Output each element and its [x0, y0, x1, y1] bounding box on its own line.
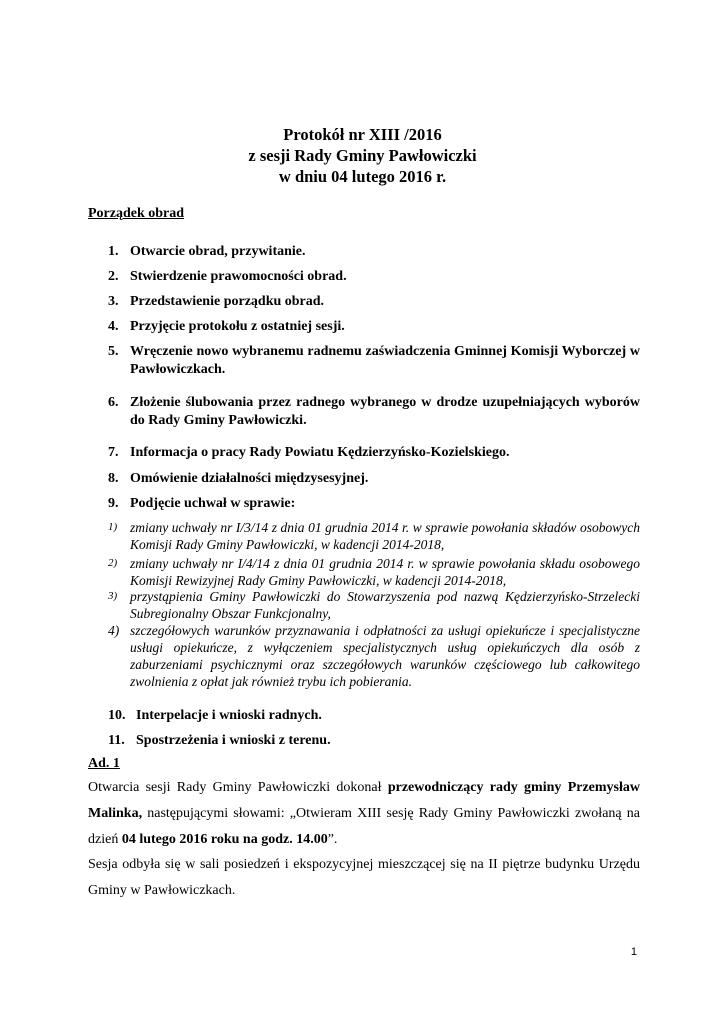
- agenda-item-number: 3.: [108, 294, 119, 309]
- agenda-item-number: 5.: [108, 344, 119, 359]
- agenda-item-number: 7.: [108, 445, 119, 460]
- ad1-paragraph-1: [88, 775, 640, 853]
- resolution-subitem: [108, 622, 640, 690]
- resolution-subitem: [108, 555, 640, 589]
- protocol-title: Protokół nr XIII /2016: [283, 125, 442, 144]
- agenda-item: [108, 444, 640, 462]
- agenda-item-number: 9.: [108, 496, 119, 511]
- agenda-item: [108, 318, 640, 336]
- agenda-item-number: 2.: [108, 269, 119, 284]
- agenda-item-text: Informacja o pracy Rady Powiatu Kędzierzyńsko-Kozielskiego.: [130, 445, 510, 460]
- agenda-heading: Porządek obrad: [88, 206, 185, 221]
- agenda-item: [108, 243, 640, 261]
- agenda-item-text: Interpelacje i wnioski radnych.: [136, 708, 322, 723]
- subitem-number: 4): [108, 623, 120, 638]
- subitem-number: 1): [108, 521, 118, 533]
- agenda-item-text: Przyjęcie protokołu z ostatniej sesji.: [130, 319, 345, 334]
- agenda-item: [108, 495, 640, 513]
- agenda-item-text: Złożenie ślubowania przez radnego wybranego w drodze uzupełniających wyborów do Rady Gminy Pawłowiczki.: [130, 395, 640, 428]
- subitem-text: przystąpienia Gminy Pawłowiczki do Stowarzyszenia pod nazwą Kędzierzyńsko-Strzelecki Subregionalny Obszar Funkcjonalny,: [130, 589, 640, 621]
- agenda-item: [108, 707, 640, 725]
- ad1-p1-chairman: przewodniczący rady gminy Przemysław Malinka,: [88, 780, 640, 821]
- subitem-text: zmiany uchwały nr I/3/14 z dnia 01 grudnia 2014 r. w sprawie powołania składów osobowych Komisji Rady Gminy Pawłowiczki, w kadencji 2014-2018,: [130, 520, 640, 552]
- agenda-item-text: Wręczenie nowo wybranemu radnemu zaświadczenia Gminnej Komisji Wyborczej w Pawłowiczkach.: [130, 344, 640, 377]
- subitem-text: szczegółowych warunków przyznawania i odpłatności za usługi opiekuńcze i specjalistyczne usługi opiekuńcze, z wyłączeniem specjalistycznych usług opiekuńczych dla osób z zaburzeniami psychicznymi oraz szczegółowych warunków częściowego lub całkowitego zwolnienia z opłat jak również trybu ich pobierania.: [130, 623, 640, 689]
- ad1-p1-part-c: następującymi słowami: „Otwieram XIII sesję Rady Gminy Pawłowiczki zwołaną na dzień: [88, 806, 640, 847]
- agenda-item-text: Omówienie działalności międzysesyjnej.: [130, 471, 369, 486]
- agenda-item-text: Stwierdzenie prawomocności obrad.: [130, 269, 347, 284]
- agenda-item-text: Otwarcie obrad, przywitanie.: [130, 244, 306, 259]
- agenda-item: [108, 268, 640, 286]
- agenda-item: [108, 470, 640, 488]
- agenda-item-number: 11.: [108, 733, 125, 748]
- agenda-item-number: 10.: [108, 708, 126, 723]
- agenda-item: [108, 394, 640, 430]
- session-date: w dniu 04 lutego 2016 r.: [278, 167, 447, 186]
- agenda-item: [108, 343, 640, 379]
- session-subtitle: z sesji Rady Gminy Pawłowiczki: [248, 146, 477, 165]
- agenda-item-number: 6.: [108, 395, 119, 410]
- ad1-p1-part-e: ”.: [327, 832, 338, 847]
- ad1-heading: Ad. 1: [88, 756, 120, 771]
- agenda-item: [108, 293, 640, 311]
- agenda-item-number: 8.: [108, 471, 119, 486]
- ad1-p1-date-time: 04 lutego 2016 roku na godz. 14.00: [121, 832, 328, 847]
- agenda-item-text: Podjęcie uchwał w sprawie:: [130, 496, 296, 511]
- agenda-item-text: Przedstawienie porządku obrad.: [130, 294, 325, 309]
- subitem-number: 3): [108, 590, 118, 602]
- agenda-item-number: 1.: [108, 244, 119, 259]
- subitem-text: zmiany uchwały nr I/4/14 z dnia 01 grudnia 2014 r. w sprawie powołania składu osobowego Komisji Rewizyjnej Rady Gminy Pawłowiczki, w kadencji 2014-2018,: [130, 556, 640, 588]
- ad1-p1-part-a: Otwarcia sesji Rady Gminy Pawłowiczki dokonał: [88, 780, 388, 795]
- agenda-item-text: Spostrzeżenia i wnioski z terenu.: [136, 733, 331, 748]
- agenda-item-number: 4.: [108, 319, 119, 334]
- resolution-subitem: [108, 588, 640, 622]
- agenda-item: [108, 732, 640, 750]
- subitem-number: 2): [108, 557, 118, 569]
- page-number: 1: [630, 946, 637, 958]
- ad1-paragraph-2: Sesja odbyła się w sali posiedzeń i ekspozycyjnej mieszczącej się na II piętrze budynku Urzędu Gminy w Pawłowiczkach.: [88, 857, 640, 898]
- resolution-subitem: [108, 519, 640, 553]
